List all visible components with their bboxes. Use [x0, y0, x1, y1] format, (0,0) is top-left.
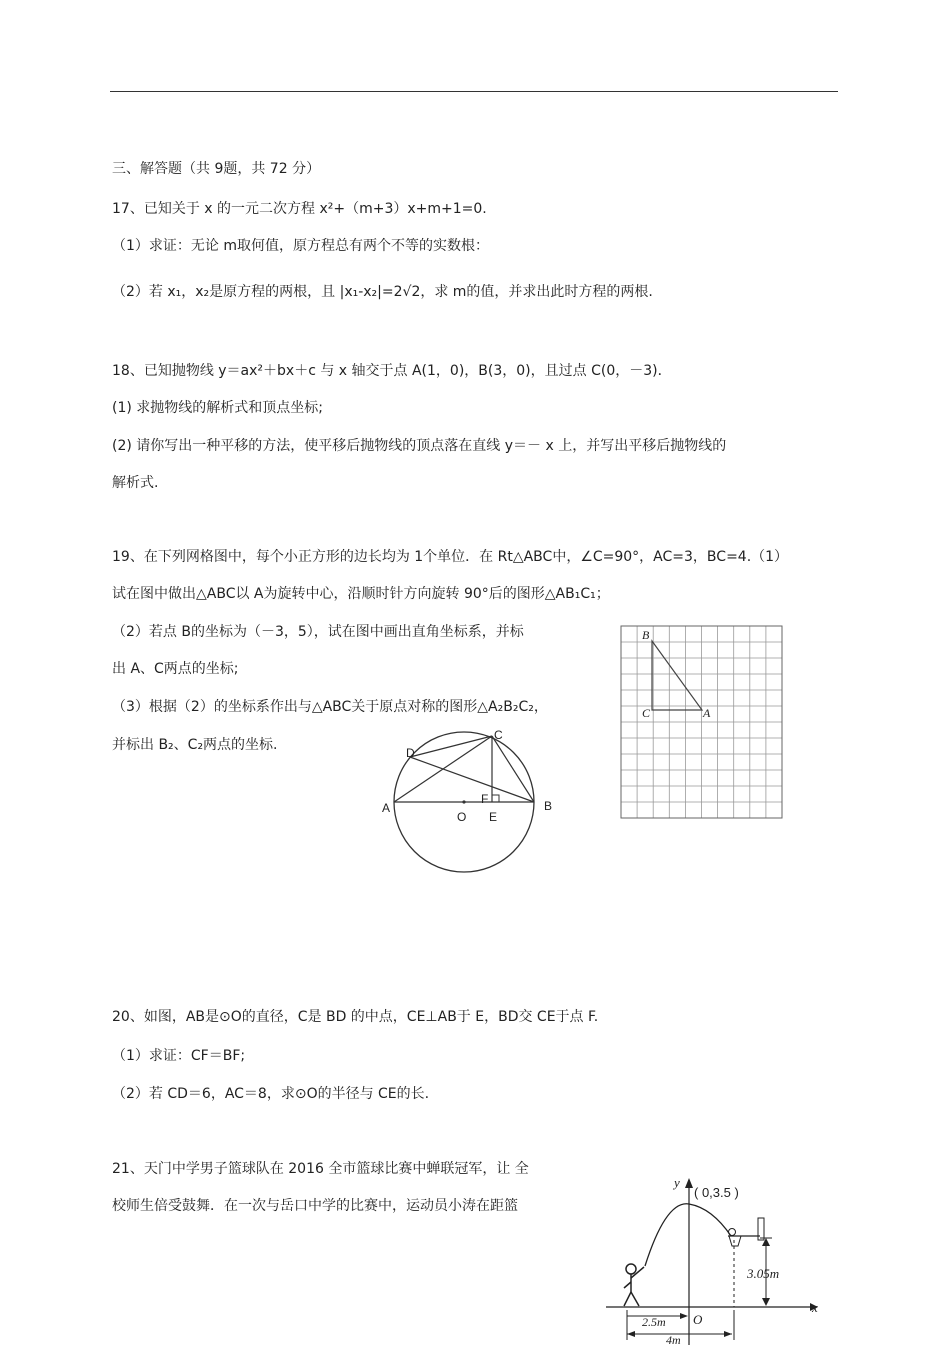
distance-2-5m-label: 2.5m: [642, 1315, 666, 1329]
basketball: [729, 1229, 736, 1236]
q19-part3-cont: 并标出 B₂、C₂两点的坐标.: [112, 737, 278, 753]
q17-part1: （1）求证：无论 m取何值，原方程总有两个不等的实数根：: [112, 238, 489, 254]
circle-figure: [378, 725, 568, 885]
basketball-figure: [600, 1170, 825, 1345]
q18-part2: (2) 请你写出一种平移的方法，使平移后抛物线的顶点落在直线 y＝－ x 上，并写出平移后抛物线的: [112, 438, 727, 454]
height-label: 3.05m: [747, 1266, 780, 1281]
q20-part2: （2）若 CD＝6，AC＝8，求⊙O的半径与 CE的长.: [112, 1086, 430, 1102]
circle-label-c: C: [494, 728, 503, 742]
chord-bc: [492, 736, 534, 802]
dim-upper-arrow: [680, 1313, 688, 1319]
center-dot: [462, 800, 465, 803]
section-header: 三、解答题（共 9题，共 72 分）: [112, 161, 321, 177]
y-axis-arrow: [685, 1178, 693, 1188]
backboard: [758, 1218, 764, 1240]
origin-label: O: [693, 1312, 703, 1327]
q20-stem: 20、如图，AB是⊙O的直径，C是 BD 的中点，CE⊥AB于 E，BD交 CE于点 F.: [112, 1009, 599, 1025]
distance-4m-label: 4m: [666, 1333, 681, 1345]
y-axis-label: y: [674, 1175, 680, 1190]
circle-label-o: O: [457, 810, 467, 824]
header-rule: [110, 91, 838, 92]
q19-stem: 19、在下列网格图中，每个小正方形的边长均为 1个单位．在 Rt△ABC中，∠C=90°，AC=3，BC=4.（1）: [112, 549, 789, 565]
q17-part2: （2）若 x₁，x₂是原方程的两根，且 |x₁-x₂|=2√2，求 m的值，并求出此时方程的两根.: [112, 284, 653, 300]
q18-part2-cont: 解析式.: [112, 475, 159, 491]
q17-stem: 17、已知关于 x 的一元二次方程 x²+（m+3）x+m+1=0.: [112, 201, 487, 217]
q19-stem-cont: 试在图中做出△ABC以 A为旋转中心，沿顺时针方向旋转 90°后的图形△AB₁C₁；: [112, 586, 610, 602]
ball-trajectory: [645, 1204, 731, 1266]
right-angle-mark: [492, 795, 499, 802]
circle-label-e: E: [489, 810, 498, 824]
hoop-net: [729, 1236, 741, 1246]
q20-part1: （1）求证：CF＝BF;: [112, 1048, 246, 1064]
x-axis-label: x: [812, 1300, 818, 1315]
player-figure: [624, 1264, 644, 1306]
circle-label-b: B: [544, 799, 553, 813]
q19-part2-cont: 出 A、C两点的坐标;: [112, 661, 239, 677]
grid-lines: [621, 626, 782, 818]
circle-label-a: A: [382, 801, 391, 815]
grid-label-a: A: [703, 706, 711, 720]
circle-label-d: D: [406, 746, 415, 760]
triangle-abc: [652, 641, 702, 710]
dim-lower-arrow-left: [627, 1331, 635, 1337]
q21-stem: 21、天门中学男子篮球队在 2016 全市篮球比赛中蝉联冠军，让 全: [112, 1161, 529, 1177]
dim-lower-arrow-right: [724, 1331, 732, 1337]
circle-label-f: F: [481, 792, 489, 806]
grid-label-c: C: [642, 706, 651, 720]
q21-stem-cont: 校师生倍受鼓舞．在一次与岳口中学的比赛中，运动员小涛在距篮: [112, 1198, 518, 1214]
q19-part2: （2）若点 B的坐标为（－3，5），试在图中画出直角坐标系，并标: [112, 624, 524, 640]
grid-figure: [620, 625, 784, 820]
height-arrow-bottom: [762, 1298, 770, 1306]
q18-stem: 18、已知抛物线 y＝ax²＋bx＋c 与 x 轴交于点 A(1，0)，B(3，0)，且过点 C(0，－3)．: [112, 363, 672, 379]
chord-bd: [410, 757, 534, 802]
grid-label-b: B: [642, 628, 650, 642]
height-arrow-top: [762, 1238, 770, 1246]
q18-part1: (1) 求抛物线的解析式和顶点坐标;: [112, 400, 323, 416]
q19-part3: （3）根据（2）的坐标系作出与△ABC关于原点对称的图形△A₂B₂C₂，: [112, 699, 548, 715]
apex-label: ( 0,3.5 ): [694, 1185, 739, 1200]
